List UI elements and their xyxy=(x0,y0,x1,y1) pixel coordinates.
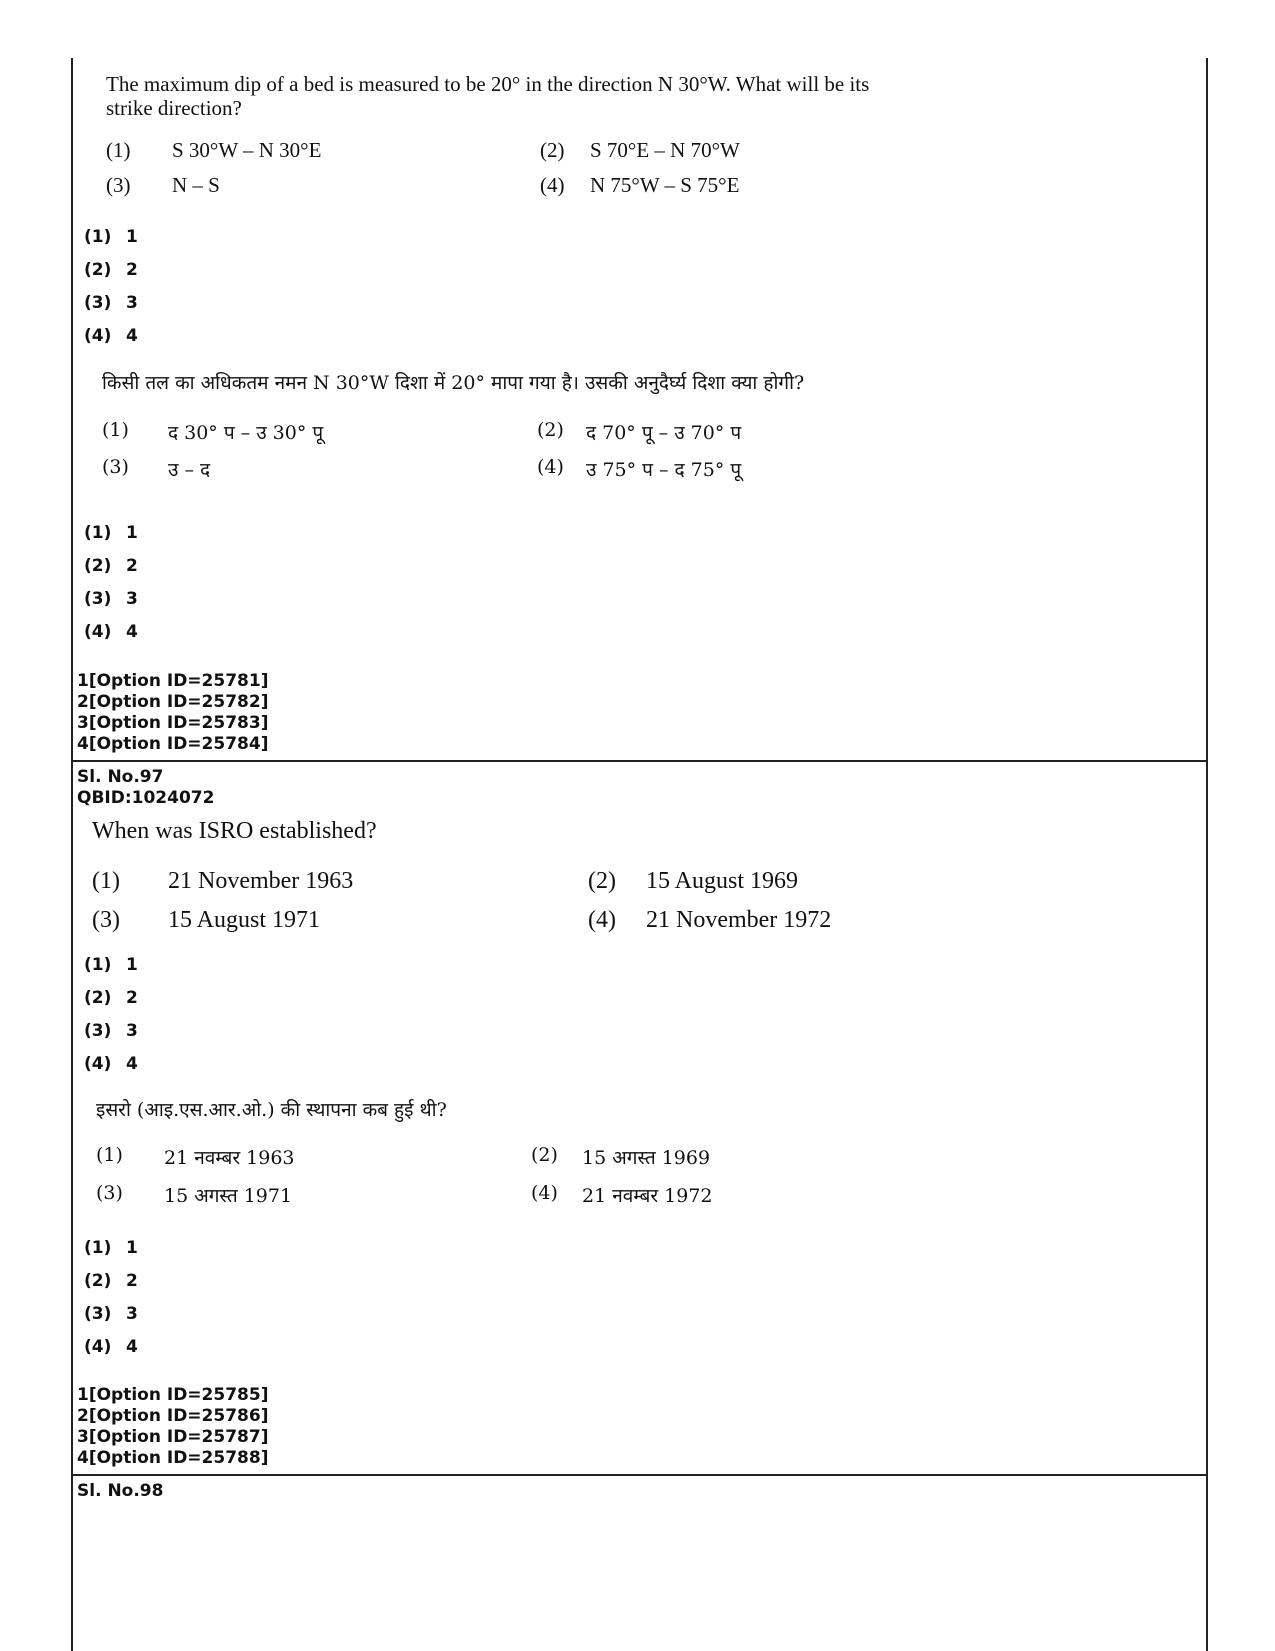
q97-option-id-4: 4[Option ID=25788] xyxy=(77,1448,269,1468)
q96-answer-hi-2-num: (2) xyxy=(84,556,112,576)
q98-sl-no: Sl. No.98 xyxy=(77,1481,164,1501)
q96-option-en-3-text: N – S xyxy=(172,173,220,197)
q97-option-en-1-num: (1) xyxy=(92,868,120,894)
q97-sl-no: Sl. No.97 xyxy=(77,767,164,787)
q97-option-en-4-num: (4) xyxy=(588,907,616,933)
q97-answer-hi-3-num: (3) xyxy=(84,1304,112,1324)
q97-answer-hi-2-num: (2) xyxy=(84,1271,112,1291)
q97-answer-en-3-num: (3) xyxy=(84,1021,112,1041)
q96-option-en-4-text: N 75°W – S 75°E xyxy=(590,173,740,197)
q97-question-en: When was ISRO established? xyxy=(92,818,377,844)
q96-answer-hi-2-val: 2 xyxy=(126,556,138,576)
frame-left-border xyxy=(71,58,73,1651)
q96-answer-en-2-num: (2) xyxy=(84,260,112,280)
q97-option-hi-4-num: (4) xyxy=(531,1182,558,1204)
q96-answer-en-1-val: 1 xyxy=(126,227,138,247)
q97-answer-hi-1-num: (1) xyxy=(84,1238,112,1258)
q96-option-en-2-num: (2) xyxy=(540,138,565,162)
q97-option-en-2-num: (2) xyxy=(588,868,616,894)
q96-option-en-4-num: (4) xyxy=(540,173,565,197)
q96-answer-en-4-val: 4 xyxy=(126,326,138,346)
q96-answer-en-2-val: 2 xyxy=(126,260,138,280)
q96-option-en-1-text: S 30°W – N 30°E xyxy=(172,138,322,162)
q96-answer-en-3-num: (3) xyxy=(84,293,112,313)
q97-answer-en-4-num: (4) xyxy=(84,1054,112,1074)
q96-answer-en-4-num: (4) xyxy=(84,326,112,346)
q96-answer-en-1-num: (1) xyxy=(84,227,112,247)
q97-option-en-2-text: 15 August 1969 xyxy=(646,868,799,894)
q97-option-en-3-text: 15 August 1971 xyxy=(168,907,321,933)
q97-qbid: QBID:1024072 xyxy=(77,788,215,808)
q96-answer-hi-3-num: (3) xyxy=(84,589,112,609)
q96-option-hi-4-text: उ 75° प – द 75° पू xyxy=(586,459,742,481)
q96-option-id-2: 2[Option ID=25782] xyxy=(77,692,269,712)
q96-option-hi-3-num: (3) xyxy=(102,456,129,478)
q96-answer-hi-3-val: 3 xyxy=(126,589,138,609)
q96-option-hi-1-num: (1) xyxy=(102,419,129,441)
q97-option-en-3-num: (3) xyxy=(92,907,120,933)
q97-option-hi-2-text: 15 अगस्त 1969 xyxy=(582,1147,711,1169)
section-divider xyxy=(71,1474,1208,1476)
q96-answer-hi-1-num: (1) xyxy=(84,523,112,543)
q96-option-hi-2-num: (2) xyxy=(537,419,564,441)
q96-answer-hi-1-val: 1 xyxy=(126,523,138,543)
q97-option-hi-4-text: 21 नवम्बर 1972 xyxy=(582,1185,713,1207)
frame-right-border xyxy=(1206,58,1208,1651)
q97-answer-hi-1-val: 1 xyxy=(126,1238,138,1258)
q97-option-hi-1-text: 21 नवम्बर 1963 xyxy=(164,1147,295,1169)
q97-answer-hi-2-val: 2 xyxy=(126,1271,138,1291)
q97-answer-hi-4-val: 4 xyxy=(126,1337,138,1357)
q96-answer-hi-4-num: (4) xyxy=(84,622,112,642)
q97-option-id-1: 1[Option ID=25785] xyxy=(77,1385,269,1405)
section-divider xyxy=(71,760,1208,762)
q97-option-en-1-text: 21 November 1963 xyxy=(168,868,354,894)
q97-option-hi-1-num: (1) xyxy=(96,1144,123,1166)
q97-option-en-4-text: 21 November 1972 xyxy=(646,907,832,933)
q96-answer-hi-4-val: 4 xyxy=(126,622,138,642)
q96-option-id-3: 3[Option ID=25783] xyxy=(77,713,269,733)
q96-question-en-line2: strike direction? xyxy=(106,96,242,120)
q96-option-id-4: 4[Option ID=25784] xyxy=(77,734,269,754)
q97-answer-en-1-val: 1 xyxy=(126,955,138,975)
q97-option-hi-2-num: (2) xyxy=(531,1144,558,1166)
q96-question-hi: किसी तल का अधिकतम नमन N 30°W दिशा में 20° मापा गया है। उसकी अनुदैर्घ्य दिशा क्या होगी? xyxy=(102,372,805,394)
q97-answer-en-1-num: (1) xyxy=(84,955,112,975)
q96-option-en-3-num: (3) xyxy=(106,173,131,197)
q97-question-hi: इसरो (आइ.एस.आर.ओ.) की स्थापना कब हुई थी? xyxy=(96,1099,447,1121)
q97-answer-en-2-num: (2) xyxy=(84,988,112,1008)
q96-question-en-line1: The maximum dip of a bed is measured to be 20° in the direction N 30°W. What will be its xyxy=(106,72,870,96)
q97-option-hi-3-text: 15 अगस्त 1971 xyxy=(164,1185,293,1207)
q96-option-hi-1-text: द 30° प – उ 30° पू xyxy=(168,422,324,444)
q97-option-id-3: 3[Option ID=25787] xyxy=(77,1427,269,1447)
q96-option-en-1-num: (1) xyxy=(106,138,131,162)
q97-option-id-2: 2[Option ID=25786] xyxy=(77,1406,269,1426)
q96-option-hi-2-text: द 70° पू – उ 70° प xyxy=(586,422,742,444)
q97-answer-hi-3-val: 3 xyxy=(126,1304,138,1324)
q97-option-hi-3-num: (3) xyxy=(96,1182,123,1204)
q96-option-id-1: 1[Option ID=25781] xyxy=(77,671,269,691)
q97-answer-en-4-val: 4 xyxy=(126,1054,138,1074)
q96-option-en-2-text: S 70°E – N 70°W xyxy=(590,138,740,162)
q97-answer-hi-4-num: (4) xyxy=(84,1337,112,1357)
q96-answer-en-3-val: 3 xyxy=(126,293,138,313)
q97-answer-en-3-val: 3 xyxy=(126,1021,138,1041)
q97-answer-en-2-val: 2 xyxy=(126,988,138,1008)
q96-option-hi-3-text: उ – द xyxy=(168,459,211,481)
q96-option-hi-4-num: (4) xyxy=(537,456,564,478)
